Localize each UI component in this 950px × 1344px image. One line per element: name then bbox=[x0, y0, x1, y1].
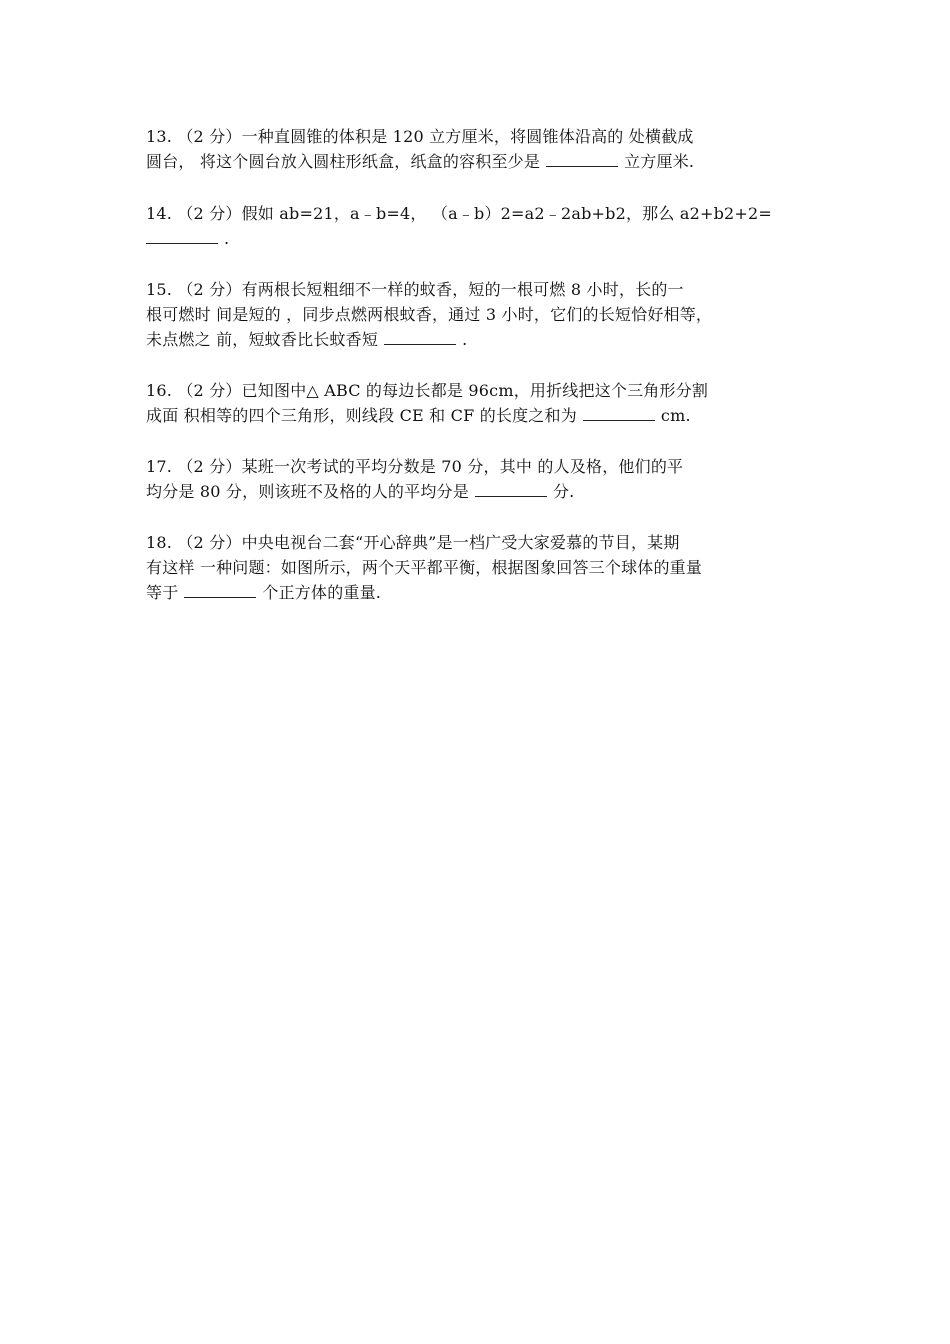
question-text: 分. bbox=[552, 482, 575, 501]
answer-blank[interactable] bbox=[475, 482, 547, 497]
answer-blank[interactable] bbox=[583, 406, 655, 421]
question-text: 18. （2 分）中央电视台二套“开心辞典”是一档广受大家爱慕的节目，某期 bbox=[146, 533, 680, 552]
question-text: 根可燃时 间是短的 ，同步点燃两根蚊香，通过 3 小时，它们的长短恰好相等， bbox=[146, 305, 713, 324]
question-line bbox=[146, 530, 826, 555]
question-13 bbox=[146, 124, 826, 174]
question-text: 15. （2 分）有两根长短粗细不一样的蚊香，短的一根可燃 8 小时，长的一 bbox=[146, 280, 684, 299]
question-text: 立方厘米. bbox=[624, 152, 695, 171]
question-text: 未点燃之 前，短蚊香比长蚊香短 bbox=[146, 330, 379, 349]
question-line bbox=[146, 403, 826, 428]
question-line bbox=[146, 201, 826, 226]
question-line bbox=[146, 479, 826, 504]
answer-blank[interactable] bbox=[146, 229, 218, 244]
question-line bbox=[146, 580, 826, 605]
question-17 bbox=[146, 454, 826, 504]
question-text: 有这样 一种问题：如图所示，两个天平都平衡，根据图象回答三个球体的重量 bbox=[146, 558, 703, 577]
question-text: . bbox=[462, 330, 468, 349]
question-line bbox=[146, 302, 826, 327]
question-line bbox=[146, 124, 826, 149]
question-line bbox=[146, 555, 826, 580]
question-16 bbox=[146, 378, 826, 428]
question-text: 个正方体的重量. bbox=[262, 583, 382, 602]
question-line bbox=[146, 454, 826, 479]
answer-blank[interactable] bbox=[546, 152, 618, 167]
question-line bbox=[146, 327, 826, 352]
question-line bbox=[146, 226, 826, 251]
question-line bbox=[146, 277, 826, 302]
question-text: cm. bbox=[660, 406, 691, 425]
question-15 bbox=[146, 277, 826, 352]
question-text: 均分是 80 分，则该班不及格的人的平均分是 bbox=[146, 482, 469, 501]
answer-blank[interactable] bbox=[184, 583, 256, 598]
question-text: 等于 bbox=[146, 583, 179, 602]
answer-blank[interactable] bbox=[384, 330, 456, 345]
question-14 bbox=[146, 201, 826, 251]
question-text: 13. （2 分）一种直圆锥的体积是 120 立方厘米，将圆锥体沿高的 处横截成 bbox=[146, 127, 694, 146]
question-text: 成面 积相等的四个三角形，则线段 CE 和 CF 的长度之和为 bbox=[146, 406, 577, 425]
question-text: . bbox=[224, 229, 230, 248]
question-text: 圆台， 将这个圆台放入圆柱形纸盒，纸盒的容积至少是 bbox=[146, 152, 541, 171]
question-text: 14. （2 分）假如 ab=21，a﹣b=4， （a﹣b）2=a2﹣2ab+b2，那么 a2+b2+2= bbox=[146, 204, 772, 223]
question-text: 17. （2 分）某班一次考试的平均分数是 70 分，其中 的人及格，他们的平 bbox=[146, 457, 684, 476]
question-text: 16. （2 分）已知图中△ ABC 的每边长都是 96cm，用折线把这个三角形分割 bbox=[146, 381, 709, 400]
question-line bbox=[146, 378, 826, 403]
question-18 bbox=[146, 530, 826, 605]
question-line bbox=[146, 149, 826, 174]
